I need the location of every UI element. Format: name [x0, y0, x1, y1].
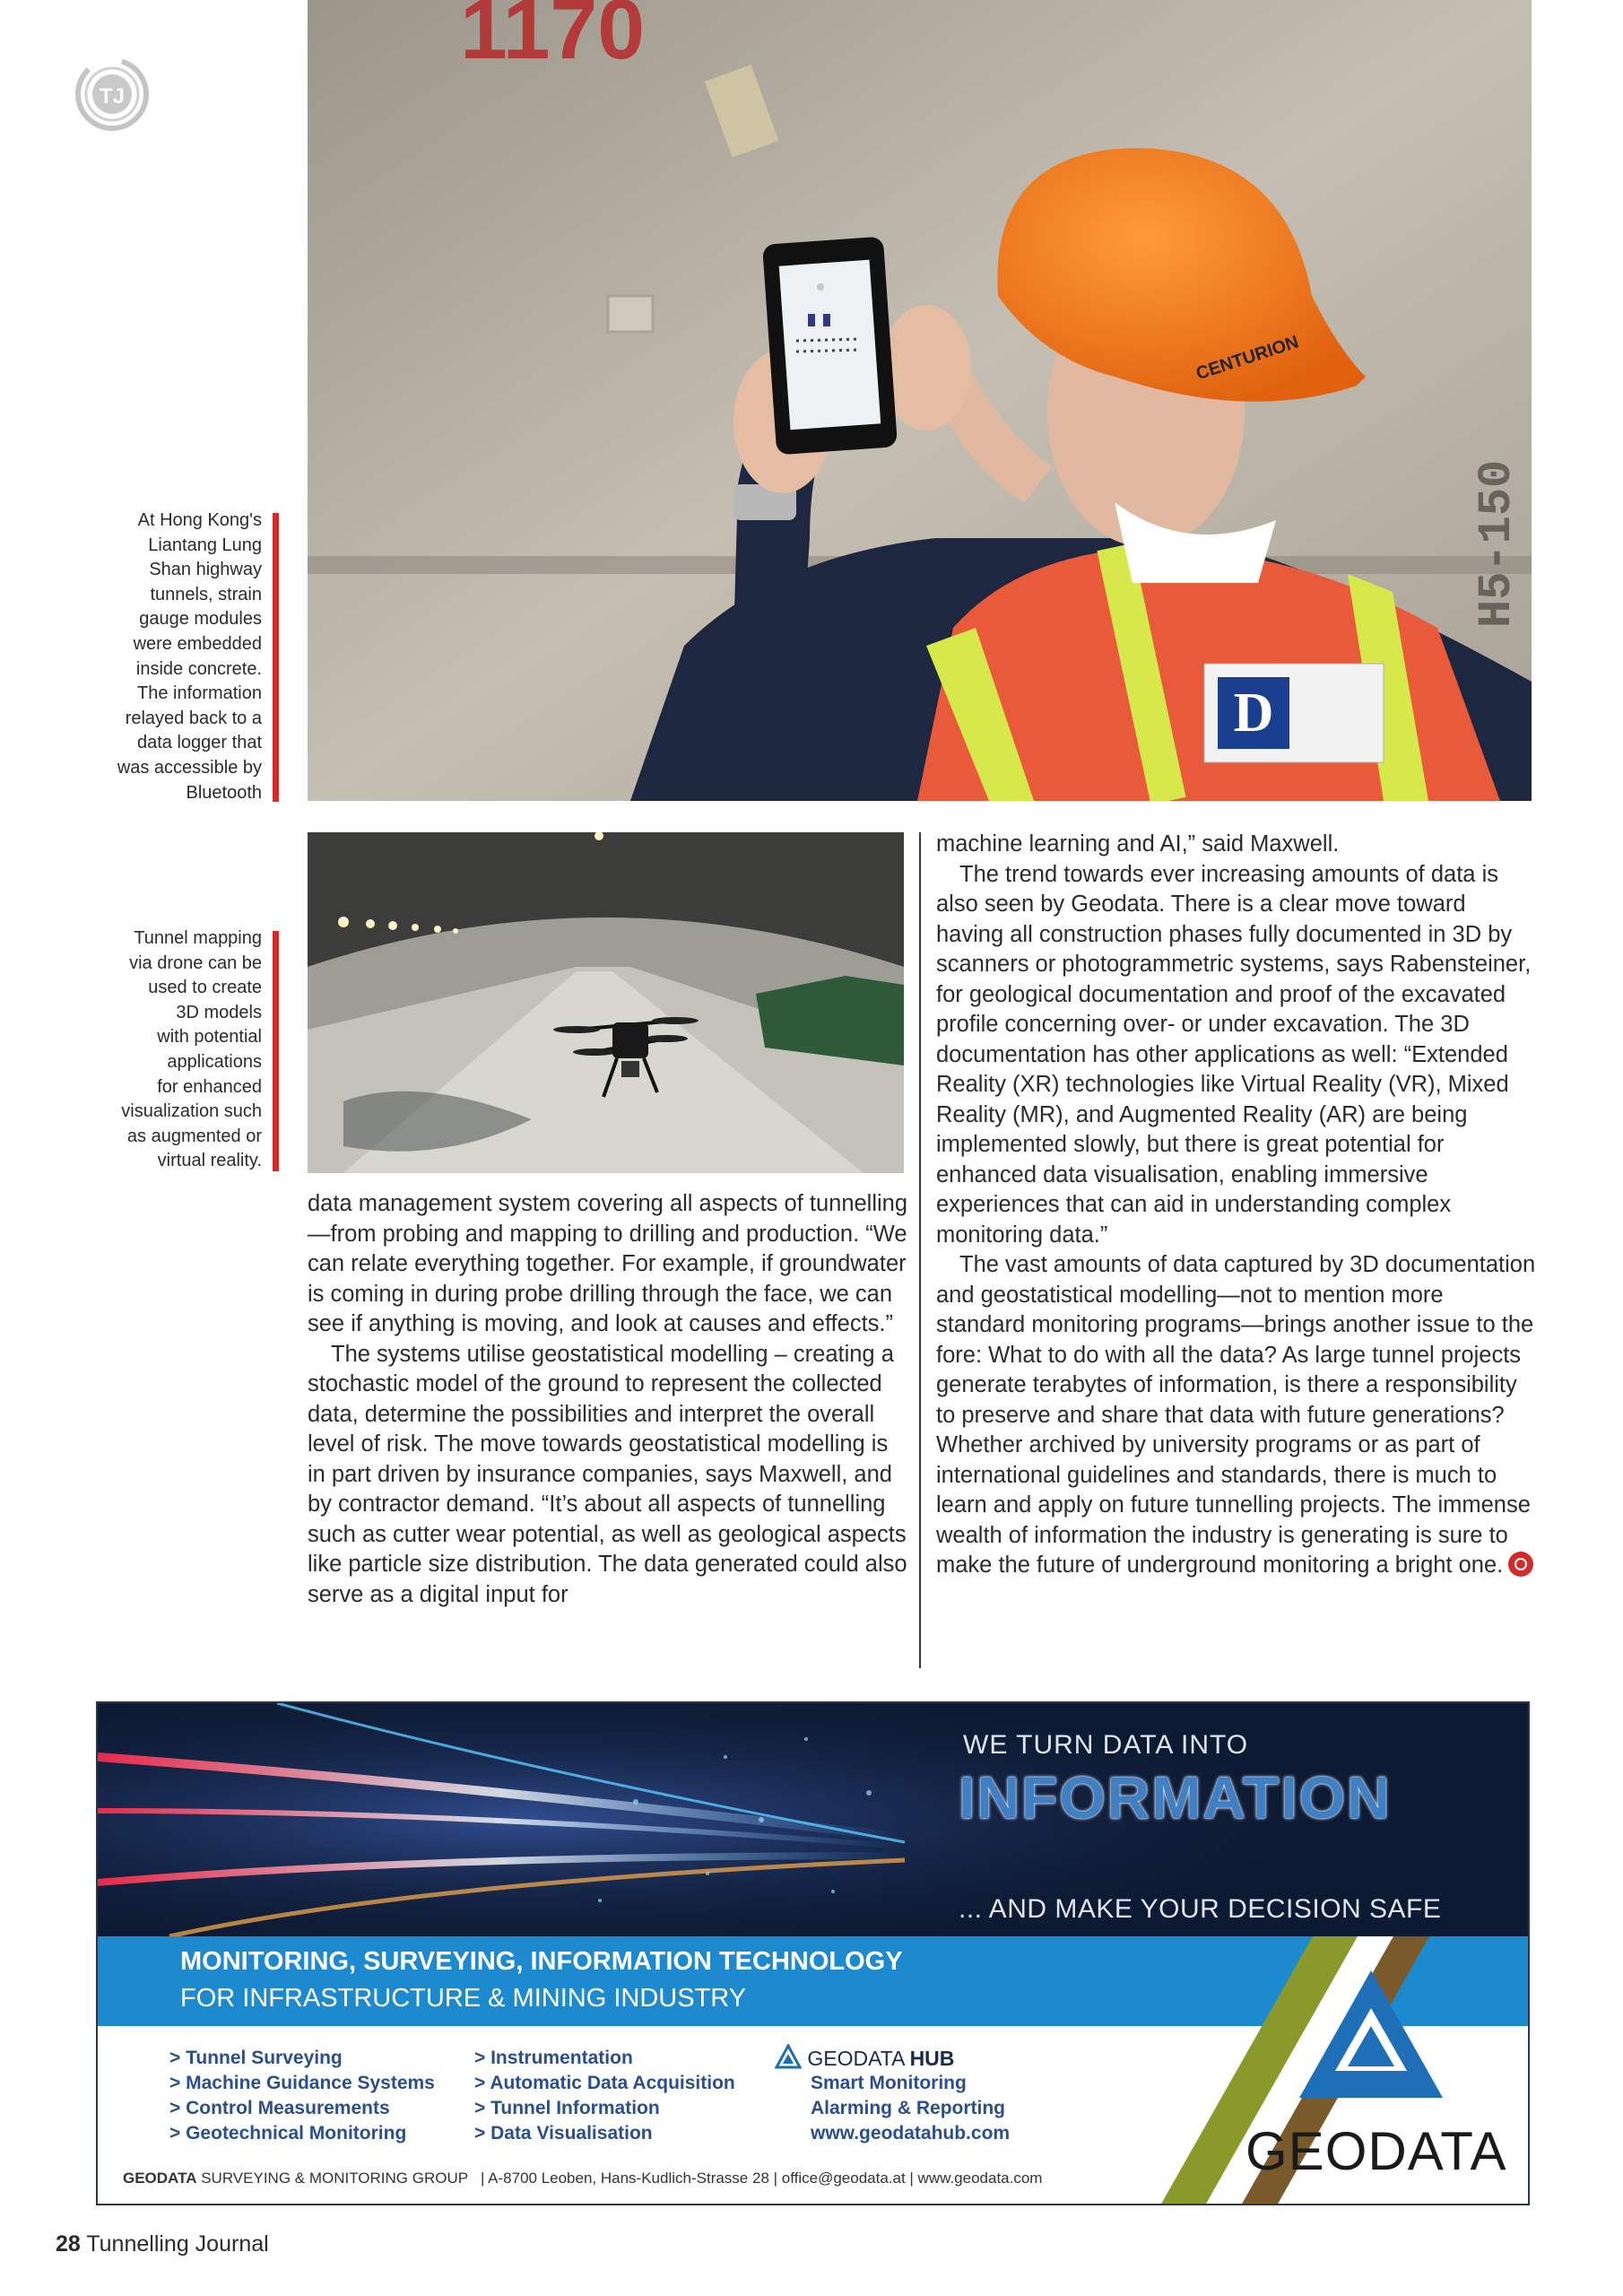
hub-line: Alarming & Reporting [811, 2098, 1006, 2118]
article-column-right [936, 830, 1537, 1581]
ad-service-item: > Tunnel Surveying [169, 2048, 343, 2068]
article-paragraph: machine learning and AI,” said Maxwell. [936, 831, 1340, 857]
page-footer [56, 2231, 269, 2257]
hub-url-link[interactable]: www.geodatahub.com [811, 2123, 1011, 2144]
ad-service-item: > Instrumentation [474, 2048, 633, 2068]
hub-line: Smart Monitoring [811, 2073, 967, 2093]
ad-headline-main: INFORMATION [959, 1764, 1392, 1831]
ad-services-list-2 [474, 2046, 735, 2146]
ad-footer-group: SURVEYING & MONITORING GROUP [201, 2170, 468, 2187]
hub-word: HUB [909, 2047, 955, 2070]
ad-footer-contact [123, 2170, 1042, 2187]
tunnelling-journal-logo [72, 49, 152, 139]
helmet-brand-text: CENTURION [1193, 332, 1302, 385]
hub-brand: GEODATA [807, 2047, 905, 2070]
geodata-advertisement[interactable] [96, 1701, 1530, 2205]
article-paragraph: The systems utilise geostatistical modelling – creating a stochastic model of the ground to represent the collected data, determine the possibilities and interpret the overall level of risk. The move towards geostatistical modelling is in part driven by insurance companies, says Maxwell, and by contractor demand. “It’s about all aspects of tunnelling such as cutter wear potential, as well as geological aspects like particle size distribution. The data generated could also serve as a digital input for [308, 1341, 907, 1607]
photo-technician-with-tablet [308, 0, 1532, 801]
wall-number-text: 1170 [460, 0, 646, 77]
photo-caption-drone: Tunnel mapping via drone can be used to create 3D models with potential applications for enhanced visualization such as augmented or virtual reality. [121, 928, 262, 1171]
ad-band-subtitle: FOR INFRASTRUCTURE & MINING INDUSTRY [180, 1984, 747, 2013]
page-number: 28 [56, 2231, 81, 2257]
caption-accent-bar [273, 931, 279, 1171]
geodata-hub-details [811, 2071, 1010, 2146]
end-of-article-icon [1508, 1552, 1533, 1577]
ad-hero-banner [98, 1703, 1528, 1936]
geodata-logo-icon [1290, 1963, 1452, 2107]
wall-code-text: H5-150 [1471, 459, 1523, 628]
ad-headline-bottom: ... AND MAKE YOUR DECISION SAFE [959, 1894, 1442, 1924]
article-paragraph: data management system covering all aspects of tunnelling—from probing and mapping to drilling and production. “We can relate everything together. For example, if groundwater is coming in during probe drilling through the face, we can see if anything is moving, and look at causes and effects.” [308, 1191, 908, 1336]
geodata-logo-wordmark: GEODATA [1245, 2121, 1507, 2181]
caption-accent-bar [273, 513, 279, 802]
publication-name: Tunnelling Journal [86, 2231, 269, 2257]
column-divider [919, 832, 921, 1668]
ad-services-list-1 [169, 2046, 435, 2146]
ad-headline-top: WE TURN DATA INTO [963, 1730, 1249, 1760]
ad-service-item: > Control Measurements [169, 2098, 390, 2118]
ad-service-item: > Data Visualisation [474, 2123, 653, 2144]
article-paragraph: The vast amounts of data captured by 3D documentation and geostatistical modelling—not to mention more standard monitoring programs—brings another issue to the fore: What to do with all the data? As large tunnel projects generate terabytes of information, is there a responsibility to preserve and share that data with future generations? Whether archived by university programs or as part of international guidelines and standards, there is much to learn and apply on future tunnelling projects. The immense wealth of information the industry is generating is sure to make the future of underground monitoring a bright one. [936, 1252, 1536, 1578]
svg-text:TJ: TJ [99, 84, 126, 109]
ad-service-item: > Machine Guidance Systems [169, 2073, 435, 2093]
geodata-hub-icon [775, 2044, 802, 2069]
photo-drone-in-tunnel [308, 832, 904, 1173]
ad-service-item: > Geotechnical Monitoring [169, 2123, 407, 2144]
ad-service-item: > Automatic Data Acquisition [474, 2073, 735, 2093]
article-paragraph: The trend towards ever increasing amounts of data is also seen by Geodata. There is a clear move toward having all construction phases fully documented in 3D by scanners or photogrammetric systems, says Rabensteiner, for geological documentation and proof of the excavated profile concerning over- or under excavation. The 3D documentation has other applications as well: “Extended Reality (XR) technologies like Virtual Reality (VR), Mixed Reality (MR), and Augmented Reality (AR) are being implemented slowly, but there is great potential for enhanced data visualisation, enabling immersive experiences that can aid in understanding complex monitoring data.” [936, 861, 1532, 1248]
ad-band-title: MONITORING, SURVEYING, INFORMATION TECHNOLOGY [180, 1947, 903, 1976]
ad-service-item: > Tunnel Information [474, 2098, 660, 2118]
photo-caption-hong-kong: At Hong Kong's Liantang Lung Shan highway tunnels, strain gauge modules were embedded inside concrete. The information relayed back to a data logger that was accessible by Bluetooth [117, 510, 262, 803]
geodata-hub-title [775, 2044, 954, 2071]
vest-badge-letter: D [1233, 683, 1274, 744]
ad-footer-brand: GEODATA [123, 2170, 197, 2187]
article-column-left [308, 1189, 910, 1610]
ad-footer-address: | A-8700 Leoben, Hans-Kudlich-Strasse 28 | office@geodata.at | www.geodata.com [480, 2170, 1043, 2187]
